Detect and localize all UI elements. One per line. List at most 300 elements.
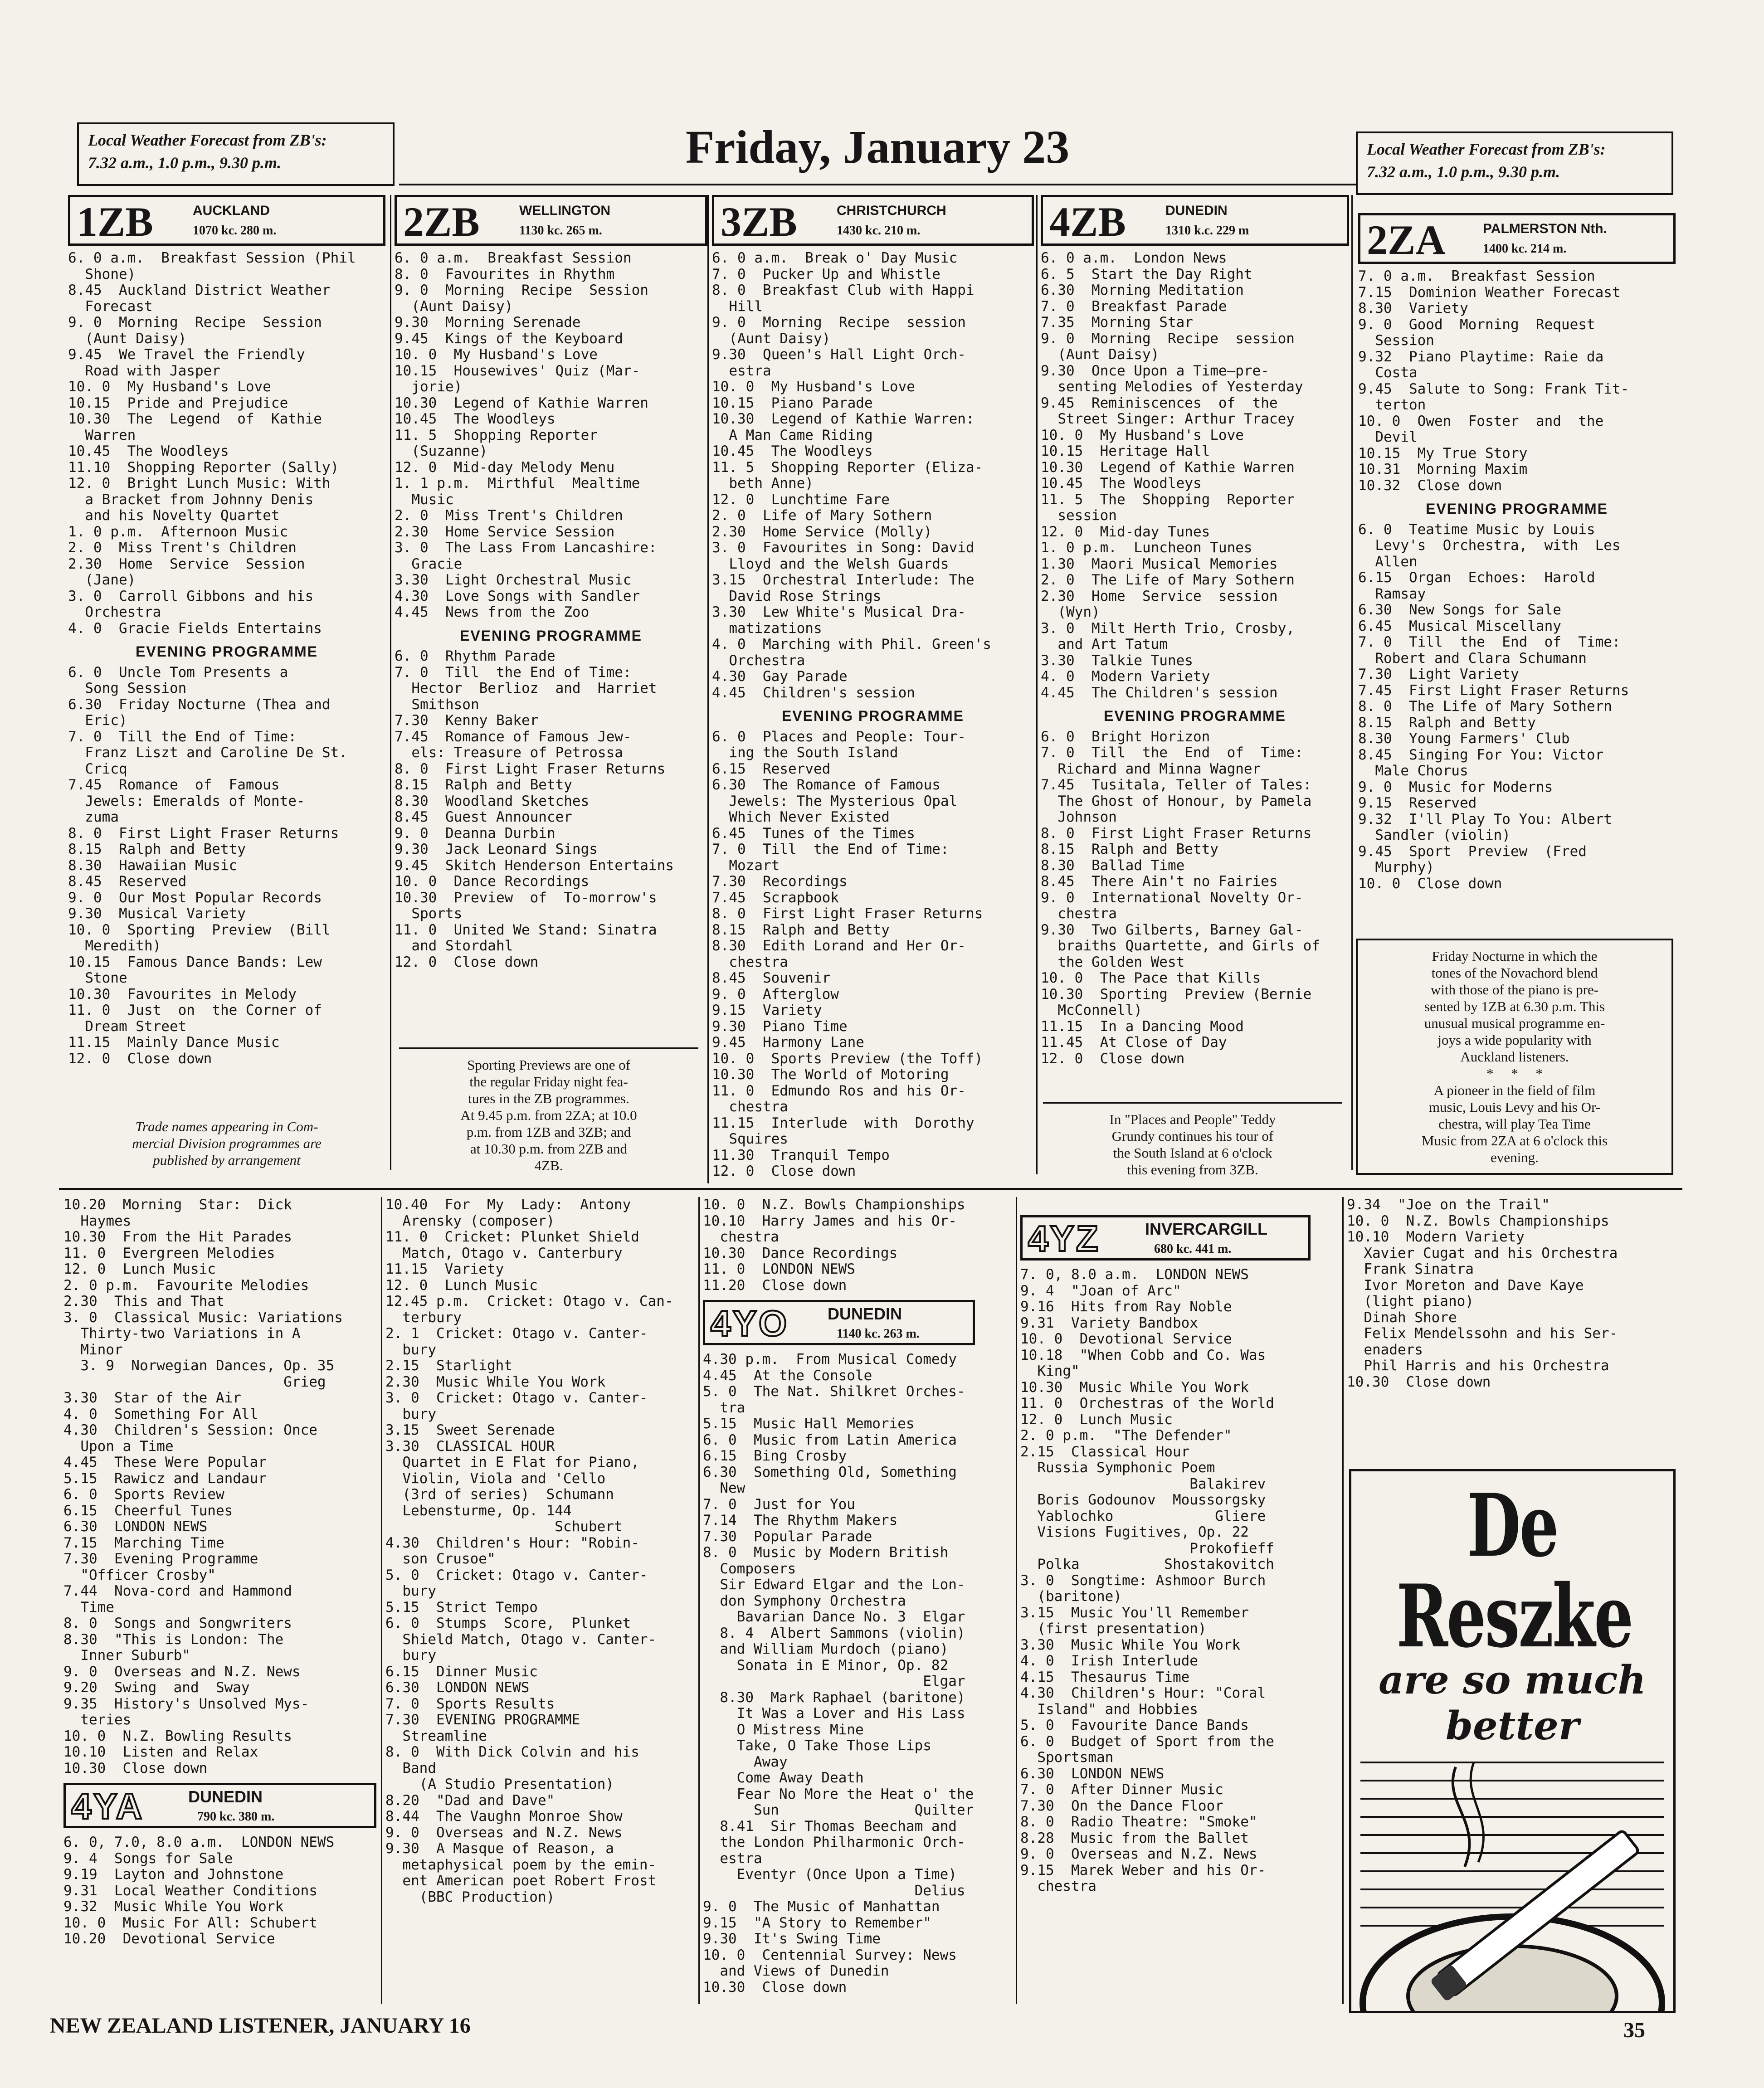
programme-line: 9. 0 The Music of Manhattan <box>703 1899 940 1915</box>
programme-line: 11. 5 Shopping Reporter <box>395 427 598 443</box>
programme-line: 10.45 The Woodleys <box>68 443 229 459</box>
programme-line: chestra <box>703 1229 779 1245</box>
programme-line: Hill <box>712 298 763 315</box>
programme-line: 4.15 Thesaurus Time <box>1020 1669 1190 1685</box>
programme-line: 9. 0 Overseas and N.Z. News <box>1020 1846 1257 1862</box>
programme-line: 10.30 From the Hit Parades <box>63 1229 292 1245</box>
programme-line: 7.45 Romance of Famous Jew- <box>395 729 632 745</box>
programme-line: matizations <box>712 620 822 637</box>
station-header <box>712 195 1034 246</box>
column-divider <box>1016 1197 1017 2004</box>
programme-line: Thirty-two Variations in A <box>63 1326 301 1342</box>
programme-line: King" <box>1020 1363 1080 1379</box>
programme-line: Haymes <box>63 1213 132 1229</box>
programme-line: jorie) <box>395 379 463 395</box>
programme-line: bury <box>385 1583 436 1599</box>
programme-line: Murphy) <box>1358 860 1434 876</box>
station-city: AUCKLAND <box>193 203 270 218</box>
station-city: INVERCARGILL <box>1145 1220 1267 1238</box>
programme-line: 3.30 Light Orchestral Music <box>395 572 632 588</box>
station-header <box>395 195 707 246</box>
programme-line: 4. 0 Gracie Fields Entertains <box>68 620 322 637</box>
station-column-2zb <box>395 195 707 970</box>
programme-line: * * * <box>1486 1066 1543 1081</box>
programme-line: 2.30 Home Service Session <box>68 556 305 572</box>
programme-line: 9.30 A Masque of Reason, a <box>385 1841 614 1857</box>
programme-line: 9. 4 Songs for Sale <box>63 1850 233 1867</box>
programme-line: 6.15 Organ Echoes: Harold <box>1358 570 1595 586</box>
lower-column-5 <box>1347 1197 1673 1390</box>
programme-line: Ivor Moreton and Dave Kaye <box>1347 1277 1584 1294</box>
programme-line: 5.15 Rawicz and Landaur <box>63 1470 267 1487</box>
programme-line: Johnson <box>1041 809 1117 825</box>
lower-column-1 <box>63 1197 376 1947</box>
programme-line: 9. 0 Morning Recipe Session <box>395 282 648 298</box>
programme-line: 4.45 News from the Zoo <box>395 604 590 620</box>
station-call-sign: 4YO <box>711 1303 789 1343</box>
programme-line: 6. 5 Start the Day Right <box>1041 266 1252 282</box>
programme-line: terbury <box>385 1309 462 1326</box>
programme-line: 3.15 Sweet Serenade <box>385 1422 555 1438</box>
programme-line: 1. 0 p.m. Luncheon Tunes <box>1041 540 1252 556</box>
programme-line: 3. 0 Carroll Gibbons and his <box>68 588 314 604</box>
programme-line: 1. 1 p.m. Mirthful Mealtime <box>395 476 640 492</box>
programme-line: 9.45 Kings of the Keyboard <box>395 331 623 347</box>
programme-line: 7.30 Popular Parade <box>703 1528 872 1545</box>
programme-line: (Wyn) <box>1041 604 1100 620</box>
programme-line: 6. 0 Uncle Tom Presents a <box>68 664 288 681</box>
station-city: DUNEDIN <box>1165 203 1228 218</box>
programme-line: 9.30 Jack Leonard Sings <box>395 842 598 857</box>
programme-line: 3. 0 Favourites in Song: David <box>712 540 975 556</box>
programme-line: 10.30 Music While You Work <box>1020 1379 1249 1396</box>
programme-line: 1.30 Maori Musical Memories <box>1041 556 1278 572</box>
programme-line: 9. 0 Morning Recipe Session <box>68 315 322 331</box>
station-frequency: 790 kc. 380 m. <box>197 1810 275 1824</box>
programme-line: 3. 9 Norwegian Dances, Op. 35 <box>63 1358 335 1374</box>
programme-line: ing the South Island <box>712 745 898 761</box>
programme-line: 6.30 LONDON NEWS <box>1020 1766 1165 1782</box>
station-call-sign: 4YZ <box>1028 1218 1100 1259</box>
programme-line: (Aunt Daisy) <box>395 298 513 315</box>
ad-tagline: are so much better <box>1379 1657 1646 1749</box>
programme-line: 3.30 CLASSICAL HOUR <box>385 1438 555 1455</box>
programme-line: 8.45 Guest Announcer <box>395 809 572 825</box>
station-header-4ya <box>63 1783 376 1828</box>
programme-line: Sonata in E Minor, Op. 82 <box>703 1657 949 1674</box>
programme-line: chestra <box>1020 1879 1096 1894</box>
programme-line: 10. 0 Dance Recordings <box>395 874 590 890</box>
programme-line: 9. 0 Overseas and N.Z. News <box>63 1664 301 1680</box>
programme-line: 7. 0 Sports Results <box>385 1696 555 1712</box>
programme-line: 9.19 Layton and Johnstone <box>63 1867 284 1883</box>
programme-line: a Bracket from Johnny Denis <box>68 492 314 508</box>
programme-line: 5.15 Music Hall Memories <box>703 1416 915 1432</box>
programme-line: Eric) <box>68 713 127 729</box>
programme-line: 12. 0 Mid-day Tunes <box>1041 524 1210 540</box>
programme-line: 8. 0 First Light Fraser Returns <box>1041 825 1312 842</box>
programme-line: Take, O Take Those Lips <box>703 1738 931 1754</box>
programme-line: New <box>703 1480 746 1496</box>
column-divider <box>698 1197 700 2004</box>
programme-line: Composers <box>703 1561 796 1577</box>
programme-line: music, Louis Levy and his Or- <box>1428 1099 1601 1115</box>
programme-line: 10.31 Morning Maxim <box>1358 462 1528 477</box>
programme-line: (Aunt Daisy) <box>712 331 831 347</box>
programme-line: the Golden West <box>1041 954 1185 970</box>
programme-line: Stone <box>68 970 127 986</box>
programme-line: 7.30 Kenny Baker <box>395 713 539 729</box>
station-frequency: 680 kc. 441 m. <box>1154 1242 1232 1256</box>
programme-line: 10.30 Legend of Kathie Warren <box>395 395 648 411</box>
programme-line: 8.45 Singing For You: Victor <box>1358 747 1604 763</box>
programme-line: 10. 0 Devotional Service <box>1020 1331 1232 1347</box>
programme-line: tones of the Novachord blend <box>1431 965 1598 981</box>
programme-line: estra <box>703 1850 762 1867</box>
programme-line: 10. 0 N.Z. Bowls Championships <box>1347 1213 1609 1229</box>
programme-line: 9.20 Swing and Sway <box>63 1680 250 1696</box>
programme-line: 10.30 Favourites in Melody <box>68 986 297 1003</box>
programme-line: 8.45 Reserved <box>68 874 187 890</box>
programme-line: Match, Otago v. Canterbury <box>385 1245 623 1261</box>
evening-lines <box>395 648 707 970</box>
programme-line: Friday Nocturne in which the <box>1432 948 1598 964</box>
programme-line: 9.15 Marek Weber and his Or- <box>1020 1862 1266 1879</box>
programme-line: ent American poet Robert Frost <box>385 1873 657 1889</box>
programme-line: Song Session <box>68 681 187 696</box>
programme-line: Frank Sinatra <box>1347 1261 1474 1277</box>
programme-line: 10.30 Close down <box>1347 1374 1491 1390</box>
programme-line: 10.45 The Woodleys <box>395 411 556 427</box>
programme-line: 8.30 Young Farmers' Club <box>1358 731 1570 747</box>
programme-line: 10.15 My True Story <box>1358 445 1528 462</box>
programme-line: 10.32 Close down <box>1358 477 1502 494</box>
programme-line: 6. 0 Budget of Sport from the <box>1020 1733 1274 1750</box>
programme-line: (baritone) <box>1020 1589 1122 1605</box>
programme-lines <box>712 250 1034 701</box>
programme-line: 11.45 At Close of Day <box>1041 1035 1227 1051</box>
programme-line: and William Murdoch (piano) <box>703 1641 949 1657</box>
programme-lines <box>703 1352 1016 1996</box>
programme-line: 12. 0 Lunch Music <box>63 1261 216 1277</box>
station-column-1zb <box>68 195 385 1067</box>
programme-line: Visions Fugitives, Op. 22 <box>1020 1524 1249 1540</box>
programme-line: Quartet in E Flat for Piano, <box>385 1455 639 1470</box>
station-city: WELLINGTON <box>519 203 611 218</box>
programme-line: teries <box>63 1712 132 1728</box>
programme-line: 10.15 Housewives' Quiz (Mar- <box>395 363 640 379</box>
programme-line: Allen <box>1358 554 1418 570</box>
publication-footer: NEW ZEALAND LISTENER, JANUARY 16 <box>50 2014 471 2038</box>
programme-line: 9.15 "A Story to Remember" <box>703 1915 931 1931</box>
programme-line: 3. 0 Milt Herth Trio, Crosby, <box>1041 620 1295 637</box>
programme-line: 5. 0 Favourite Dance Bands <box>1020 1718 1249 1733</box>
programme-line: 10.15 Famous Dance Bands: Lew <box>68 954 322 970</box>
programme-line: 6.15 Cheerful Tunes <box>63 1503 233 1519</box>
programme-line: Session <box>1358 333 1434 349</box>
programme-lines <box>1358 268 1676 494</box>
programme-line: 7. 0 Till the End of Time: <box>712 842 949 857</box>
programme-line: 2. 0 p.m. "The Defender" <box>1020 1428 1232 1444</box>
programme-line: 11. 5 The Shopping Reporter <box>1041 492 1295 508</box>
programme-line: 12. 0 Lunch Music <box>1020 1411 1173 1428</box>
programme-line: 11. 0 Just on the Corner of <box>68 1003 322 1018</box>
programme-line: 12. 0 Mid-day Melody Menu <box>395 459 615 476</box>
programme-line: 12. 0 Close down <box>395 954 539 970</box>
programme-line: 9.30 Two Gilberts, Barney Gal- <box>1041 922 1303 938</box>
evening-lines <box>68 665 385 1067</box>
programme-line: 4.30 p.m. From Musical Comedy <box>703 1352 957 1368</box>
programme-line: 11.15 Mainly Dance Music <box>68 1035 280 1051</box>
weather-line1: Local Weather Forecast from ZB's: <box>1367 140 1606 158</box>
programme-line: 10.18 "When Cobb and Co. Was <box>1020 1347 1266 1363</box>
programme-line: Mozart <box>712 857 780 874</box>
programme-line: 9.45 We Travel the Friendly <box>68 347 305 363</box>
programme-line: joys a wide popularity with <box>1438 1032 1592 1048</box>
programme-line: 4. 0 Marching with Phil. Green's <box>712 637 991 652</box>
programme-line: Smithson <box>395 696 479 713</box>
station-call-sign: 3ZB <box>721 199 797 245</box>
evening-lines <box>712 729 1034 1180</box>
programme-line: 8.15 Ralph and Betty <box>712 922 890 938</box>
programme-line: 10.15 Pride and Prejudice <box>68 395 288 411</box>
programme-line: 5.15 Strict Tempo <box>385 1599 538 1616</box>
programme-line: (first presentation) <box>1020 1621 1207 1637</box>
programme-line: Away <box>703 1754 788 1770</box>
column-divider <box>381 1197 382 2004</box>
column-divider <box>1036 195 1038 1174</box>
programme-line: and Art Tatum <box>1041 637 1168 652</box>
lower-column-3 <box>703 1197 1016 1996</box>
programme-line: bury <box>385 1648 436 1664</box>
programme-line: Streamline <box>385 1728 487 1744</box>
programme-line: 8.15 Ralph and Betty <box>68 842 246 857</box>
programme-line: 12. 0 Lunch Music <box>385 1277 538 1294</box>
programme-line: 6.15 Bing Crosby <box>703 1448 847 1464</box>
programme-line: 9.45 Skitch Henderson Entertains <box>395 857 674 874</box>
programme-line: 6. 0 a.m. Breakfast Session (Phil <box>68 250 356 266</box>
programme-line: Boris Godounov Moussorgsky <box>1020 1492 1266 1508</box>
programme-line: 9. 0 Morning Recipe session <box>1041 331 1295 347</box>
programme-line: 7.30 Light Variety <box>1358 667 1519 682</box>
programme-line: Yablochko Gliere <box>1020 1508 1266 1524</box>
programme-line: 11.15 Interlude with Dorothy <box>712 1115 975 1131</box>
trade-names-note <box>68 1115 385 1171</box>
page-number: 35 <box>1623 2018 1645 2042</box>
weather-line2: 7.32 a.m., 1.0 p.m., 9.30 p.m. <box>88 154 282 172</box>
programme-line: Levy's Orchestra, with Les <box>1358 538 1621 554</box>
station-column-3zb <box>712 195 1034 1180</box>
programme-line: Elgar <box>703 1674 965 1689</box>
programme-line: 9. 0 Good Morning Request <box>1358 316 1595 333</box>
programme-line: 4.30 Gay Parade <box>712 669 848 685</box>
programme-line: Orchestra <box>712 652 805 669</box>
programme-line: 10. 0 Owen Foster and the <box>1358 413 1604 429</box>
programme-line: enaders <box>1347 1342 1423 1358</box>
station-header-4yo <box>703 1300 975 1345</box>
programme-line: 4.45 Children's session <box>712 685 915 701</box>
programme-line: 2.30 Music While You Work <box>385 1374 606 1390</box>
programme-line: (Aunt Daisy) <box>68 331 187 347</box>
programme-line: 7. 0 Just for You <box>703 1496 855 1513</box>
programme-line: braiths Quartette, and Girls of <box>1041 938 1320 954</box>
programme-line: 11. 0 Evergreen Melodies <box>63 1245 275 1261</box>
programme-line: 2.30 Home Service (Molly) <box>712 524 932 540</box>
programme-line: 8.30 Variety <box>1358 301 1468 316</box>
column-divider <box>1342 1197 1344 2004</box>
station-frequency: 1140 kc. 263 m. <box>837 1327 920 1341</box>
evening-programme-heading: EVENING PROGRAMME <box>135 644 318 660</box>
programme-line: Richard and Minna Wagner <box>1041 761 1261 777</box>
programme-line: 3.30 Star of the Air <box>63 1390 241 1406</box>
programme-line: bury <box>385 1406 436 1422</box>
evening-lines <box>1041 729 1349 1067</box>
programme-line: 8. 0 Favourites in Rhythm <box>395 266 615 282</box>
programme-line: Grundy continues his tour of <box>1111 1128 1274 1144</box>
programme-line: 7.14 The Rhythm Makers <box>703 1513 898 1528</box>
sporting-previews-note <box>399 1047 698 1181</box>
programme-line: chestra <box>712 954 788 970</box>
programme-line: son Crusoe" <box>385 1551 496 1567</box>
programme-line: 3. 0 Songtime: Ashmoor Burch <box>1020 1572 1266 1589</box>
programme-line: 3. 0 The Lass From Lancashire: <box>395 540 657 556</box>
programme-line: 8. 0 Songs and Songwriters <box>63 1616 292 1631</box>
programme-line: 10. 0 Sporting Preview (Bill <box>68 922 331 938</box>
programme-line: 10.20 Devotional Service <box>63 1931 275 1947</box>
programme-line: Warren <box>68 427 136 443</box>
programme-line: 9.30 Queen's Hall Light Orch- <box>712 347 966 363</box>
programme-line: Squires <box>712 1131 788 1147</box>
programme-line: 6. 0 Teatime Music by Louis <box>1358 521 1595 538</box>
programme-line: 10. 0 My Husband's Love <box>712 379 915 395</box>
programme-line: 7.15 Marching Time <box>63 1535 224 1551</box>
programme-line: 9. 0 Overseas and N.Z. News <box>385 1825 623 1841</box>
evening-programme-heading: EVENING PROGRAMME <box>1425 501 1608 517</box>
programme-line: 10. 0 The Pace that Kills <box>1041 970 1261 986</box>
programme-line: Minor <box>63 1342 123 1358</box>
programme-line: 6.15 Reserved <box>712 761 831 777</box>
programme-line: Bavarian Dance No. 3 Elgar <box>703 1609 965 1625</box>
programme-line: don Symphony Orchestra <box>703 1593 906 1609</box>
programme-line: 8.15 Ralph and Betty <box>1358 715 1536 731</box>
programme-line: 2.15 Classical Hour <box>1020 1444 1190 1460</box>
programme-line: Grieg <box>63 1374 326 1390</box>
programme-line: Gracie <box>395 556 463 572</box>
programme-line: The Ghost of Honour, by Pamela <box>1041 793 1312 809</box>
station-header <box>1041 195 1349 246</box>
programme-line: tures in the ZB programmes. <box>468 1090 629 1106</box>
programme-line: Devil <box>1358 429 1418 445</box>
programme-line: 6. 0 Rhythm Parade <box>395 648 556 664</box>
programme-line: 10.30 Legend of Kathie Warren <box>1041 459 1295 476</box>
programme-line: 8. 0 With Dick Colvin and his <box>385 1744 639 1760</box>
station-frequency: 1130 kc. 265 m. <box>519 224 602 238</box>
programme-line: mercial Division programmes are <box>132 1135 322 1151</box>
programme-line: 9.32 I'll Play To You: Albert <box>1358 811 1612 827</box>
programme-line: 8. 0 First Light Fraser Returns <box>68 825 339 842</box>
programme-line: 4. 0 Modern Variety <box>1041 669 1210 685</box>
programme-line: Come Away Death <box>703 1770 864 1786</box>
programme-line: 8. 0 Radio Theatre: "Smoke" <box>1020 1814 1257 1830</box>
programme-lines <box>68 250 385 637</box>
programme-lines <box>63 1835 376 1947</box>
programme-line: estra <box>712 363 771 379</box>
page-title: Friday, January 23 <box>685 121 1070 173</box>
programme-line: Orchestra <box>68 604 161 620</box>
weather-line1: Local Weather Forecast from ZB's: <box>88 131 327 149</box>
programme-line: terton <box>1358 397 1426 413</box>
programme-line: McConnell) <box>1041 1003 1142 1018</box>
station-city: DUNEDIN <box>828 1304 902 1323</box>
programme-line: 10.45 The Woodleys <box>712 443 873 459</box>
programme-line: 11.10 Shopping Reporter (Sally) <box>68 459 339 476</box>
programme-line: Auckland listeners. <box>1460 1049 1569 1065</box>
programme-line: A Man Came Riding <box>712 427 873 443</box>
programme-line: 7. 0 Till the End of Time: <box>1041 745 1303 761</box>
programme-line: Eventyr (Once Upon a Time) <box>703 1867 957 1883</box>
evening-programme-heading: EVENING PROGRAMME <box>781 708 965 724</box>
programme-line: els: Treasure of Petrossa <box>395 745 623 761</box>
programme-line: 9.45 Reminiscences of the <box>1041 395 1278 411</box>
programme-line: 9.15 Reserved <box>1358 795 1477 811</box>
programme-line: 8. 0 First Light Fraser Returns <box>712 906 983 922</box>
programme-line: Upon a Time <box>63 1438 174 1455</box>
programme-line: 10.30 Preview of To-morrow's <box>395 890 657 906</box>
programme-line: It Was a Lover and His Lass <box>703 1706 965 1722</box>
programme-line: 10.10 Modern Variety <box>1347 1229 1525 1245</box>
programme-line: 8. 0 Music by Modern British <box>703 1545 949 1561</box>
programme-line: 10.20 Morning Star: Dick <box>63 1197 292 1213</box>
programme-line: 7.30 Evening Programme <box>63 1551 258 1567</box>
programme-line: 9.45 Sport Preview (Fred <box>1358 843 1587 860</box>
programme-line: Forecast <box>68 298 153 315</box>
station-city: CHRISTCHURCH <box>837 203 946 218</box>
programme-line: Lebensturme, Op. 144 <box>385 1503 572 1519</box>
programme-line: 6.30 New Songs for Sale <box>1358 602 1561 618</box>
programme-line: 12.45 p.m. Cricket: Otago v. Can- <box>385 1294 673 1309</box>
programme-line: (Aunt Daisy) <box>1041 347 1160 363</box>
station-call-sign: 2ZA <box>1367 217 1446 263</box>
programme-line: 4.30 Love Songs with Sandler <box>395 588 640 604</box>
programme-line: 2.30 Home Service Session <box>395 524 615 540</box>
programme-line: 6. 0 Places and People: Tour- <box>712 729 966 745</box>
programme-line: at 10.30 p.m. from 2ZB and <box>470 1141 628 1157</box>
programme-line: 10. 0 My Husband's Love <box>68 379 271 395</box>
programme-line: 6. 0 Sports Review <box>63 1487 224 1503</box>
programme-line: Sportsman <box>1020 1750 1114 1766</box>
programme-line: published by arrangement <box>153 1152 301 1168</box>
programme-line: 7. 0 Pucker Up and Whistle <box>712 266 940 282</box>
programme-line: Shield Match, Otago v. Canter- <box>385 1631 657 1648</box>
programme-line: 9.30 Once Upon a Time—pre- <box>1041 363 1269 379</box>
programme-line: 7.15 Dominion Weather Forecast <box>1358 284 1621 301</box>
station-column-4zb <box>1041 195 1349 1067</box>
de-reszke-advertisement <box>1349 1469 1676 2013</box>
programme-line: 8.30 Woodland Sketches <box>395 793 590 809</box>
programme-line: session <box>1041 508 1117 524</box>
programme-line: 6. 0 a.m. London News <box>1041 250 1227 266</box>
lower-column-4 <box>1020 1197 1340 1895</box>
programme-line: Lloyd and the Welsh Guards <box>712 556 949 572</box>
programme-line: 7. 0 Till the End of Time: <box>1358 634 1621 650</box>
ad-brand: De Reszke <box>1396 1475 1632 1667</box>
programme-line: the regular Friday night fea- <box>469 1074 628 1090</box>
programme-line: unusual musical programme en- <box>1424 1015 1605 1031</box>
programme-line: Ramsay <box>1358 586 1426 602</box>
programme-line: 10.10 Listen and Relax <box>63 1744 258 1760</box>
programme-line: 9.30 Musical Variety <box>68 906 246 922</box>
column-divider <box>707 195 709 1183</box>
